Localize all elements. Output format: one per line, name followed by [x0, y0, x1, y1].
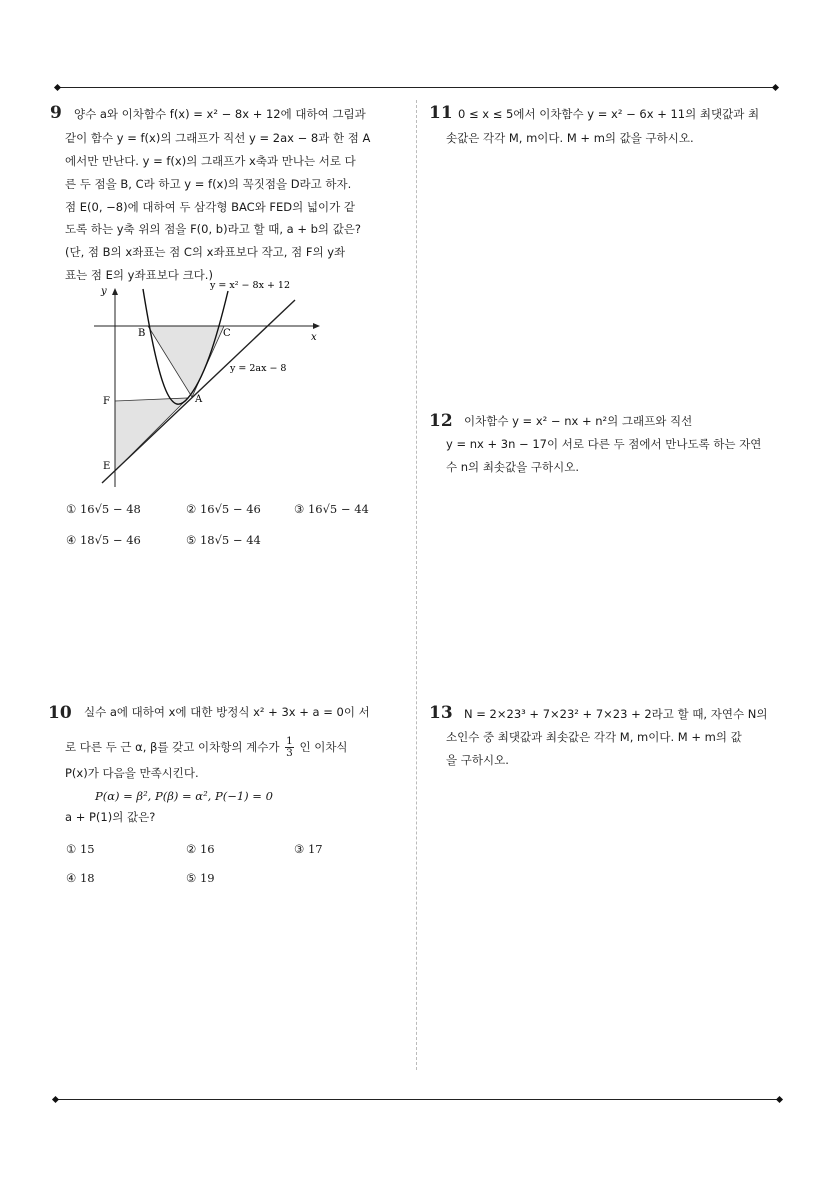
- bottom-rule-left-dot: [52, 1096, 59, 1103]
- point-f-label: F: [103, 396, 110, 407]
- q9-choice-5[interactable]: ⑤ 18√5 − 44: [186, 533, 261, 547]
- q13-number: 13: [429, 703, 453, 723]
- q10-line-5: a + P(1)의 값은?: [65, 810, 156, 824]
- q9-choice-2[interactable]: ② 16√5 − 46: [186, 502, 261, 516]
- point-e-label: E: [103, 461, 111, 472]
- bottom-rule-right-dot: [776, 1096, 783, 1103]
- triangle-bac: [148, 326, 224, 397]
- column-divider: [416, 100, 417, 1070]
- q9-choice-1[interactable]: ① 16√5 − 48: [66, 502, 141, 516]
- q10-choice-2[interactable]: ② 16: [186, 842, 215, 856]
- q10-line-2: [65, 733, 348, 761]
- q11-number: 11: [429, 103, 453, 123]
- top-rule: [58, 87, 776, 88]
- q9-line-1: 양수 a와 이차함수 f(x) = x² − 8x + 12에 대하여 그림과: [74, 107, 366, 121]
- q10-fraction-numerator: 1: [286, 735, 293, 747]
- q9-choice-3[interactable]: ③ 16√5 − 44: [294, 502, 369, 516]
- q10-line-1: 실수 a에 대하여 x에 대한 방정식 x² + 3x + a = 0이 서: [84, 705, 370, 719]
- q10-line-2-after: 인 이차식: [299, 740, 348, 754]
- q12-number: 12: [429, 411, 453, 431]
- top-rule-left-dot: [54, 84, 61, 91]
- q12-line-3: 수 n의 최솟값을 구하시오.: [446, 460, 579, 474]
- q10-choice-3[interactable]: ③ 17: [294, 842, 323, 856]
- q11-line-1: 0 ≤ x ≤ 5에서 이차함수 y = x² − 6x + 11의 최댓값과 최: [458, 107, 760, 121]
- q13-line-2: 소인수 중 최댓값과 최솟값은 각각 M, m이다. M + m의 값: [446, 730, 742, 744]
- q9-graph: [80, 275, 340, 490]
- x-axis-label: x: [311, 332, 317, 343]
- q13-line-1: N = 2×23³ + 7×23² + 7×23 + 2라고 할 때, 자연수 N의: [464, 707, 768, 721]
- q12-line-2: y = nx + 3n − 17이 서로 다른 두 점에서 만나도록 하는 자연: [446, 437, 762, 451]
- q9-line-6: 도록 하는 y축 위의 점을 F(0, b)라고 할 때, a + b의 값은?: [65, 222, 362, 236]
- top-rule-right-dot: [772, 84, 779, 91]
- q9-line-8: 표는 점 E의 y좌표보다 크다.): [65, 268, 213, 282]
- line-label: y = 2ax − 8: [230, 363, 287, 374]
- q9-line-5: 점 E(0, −8)에 대하여 두 삼각형 BAC와 FED의 넓이가 같: [65, 200, 356, 214]
- q10-condition: P(α) = β², P(β) = α², P(−1) = 0: [95, 789, 273, 803]
- bottom-rule: [56, 1099, 780, 1100]
- q10-choice-1[interactable]: ① 15: [66, 842, 95, 856]
- q10-choice-5[interactable]: ⑤ 19: [186, 871, 215, 885]
- q10-fraction-denominator: 3: [286, 747, 293, 759]
- y-axis-label: y: [101, 286, 107, 297]
- x-axis-arrow: [313, 323, 320, 329]
- q9-line-4: 른 두 점을 B, C라 하고 y = f(x)의 꼭짓점을 D라고 하자.: [65, 177, 352, 191]
- q10-number: 10: [48, 703, 72, 723]
- q12-line-1: 이차함수 y = x² − nx + n²의 그래프와 직선: [464, 414, 693, 428]
- q9-number: 9: [50, 103, 62, 123]
- q9-line-2: 같이 함수 y = f(x)의 그래프가 직선 y = 2ax − 8과 한 점 A: [65, 131, 371, 145]
- q10-choice-4[interactable]: ④ 18: [66, 871, 95, 885]
- q9-choice-4[interactable]: ④ 18√5 − 46: [66, 533, 141, 547]
- curve-label: y = x² − 8x + 12: [210, 280, 291, 291]
- point-c-label: C: [223, 328, 231, 339]
- y-axis-arrow: [112, 288, 118, 295]
- q10-line-2-before: 로 다른 두 근 α, β를 갖고 이차항의 계수가: [65, 740, 280, 754]
- q9-line-7: (단, 점 B의 x좌표는 점 C의 x좌표보다 작고, 점 F의 y좌: [65, 245, 346, 259]
- q10-fraction: [285, 736, 294, 759]
- q10-line-3: P(x)가 다음을 만족시킨다.: [65, 766, 199, 780]
- q9-line-3: 에서만 만난다. y = f(x)의 그래프가 x축과 만나는 서로 다: [65, 154, 356, 168]
- q11-line-2: 솟값은 각각 M, m이다. M + m의 값을 구하시오.: [446, 131, 694, 145]
- point-b-label: B: [138, 328, 146, 339]
- q13-line-3: 을 구하시오.: [446, 753, 509, 767]
- point-a-label: A: [195, 394, 203, 405]
